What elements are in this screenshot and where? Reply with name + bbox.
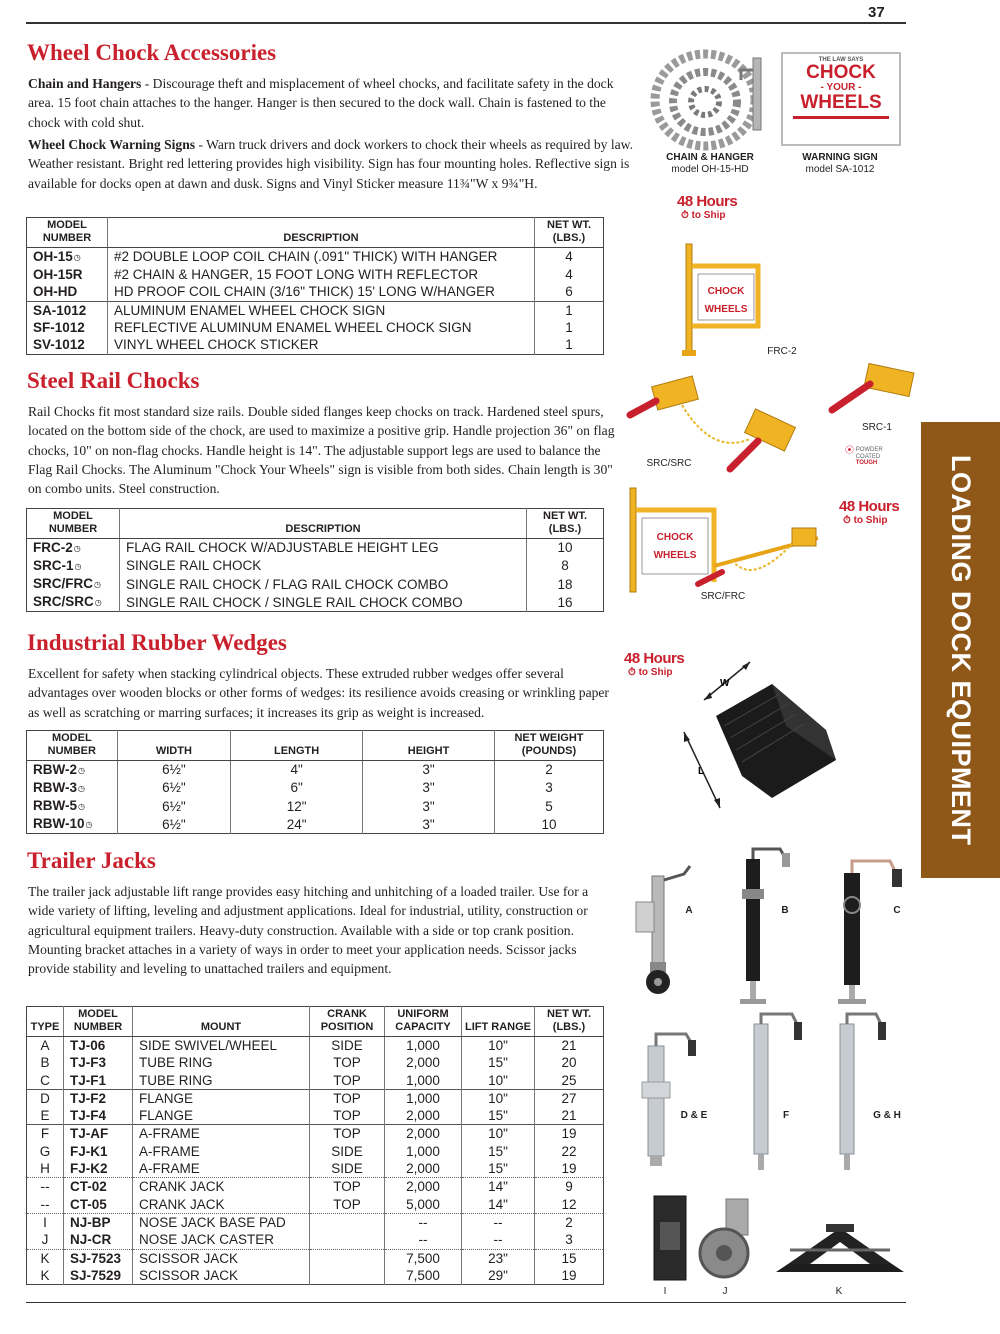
table-row: -- CT-05 CRANK JACK TOP 5,000 14" 12 <box>27 1196 604 1214</box>
col-description: DESCRIPTION <box>108 218 535 248</box>
rail-paragraph: Rail Chocks fit most standard size rails. Double sided flanges keep chocks on track. Hardened steel spurs, located on the bottom side of the chock, are used to maximize a positive grip. Handle projection 36" on flag chocks, 10" on non-flag chocks. Handle height is 14". The adjustable support legs are used to balance the Flag Rail Chocks. The Aluminum "Chock Your Wheels" sign is visible from both sides. Chain length is 30" on combo units. Steel construction. <box>28 404 615 497</box>
col-width: WIDTH <box>117 731 231 761</box>
svg-text:CHOCK: CHOCK <box>707 286 745 297</box>
caption-chain-hanger: CHAIN & HANGER model OH-15-HD <box>666 152 754 175</box>
scissor-jack-image <box>770 1220 910 1280</box>
warning-sign-image: THE LAW SAYS CHOCK - YOUR - WHEELS <box>781 52 901 146</box>
table-row: I NJ-BP NOSE JACK BASE PAD -- -- 2 <box>27 1213 604 1231</box>
col-model: MODEL NUMBER <box>27 509 120 539</box>
caption-src-src: SRC/SRC <box>646 458 692 469</box>
col-weight: NET WT. (LBS.) <box>535 218 604 248</box>
rubber-wedge-image <box>676 656 856 816</box>
label-i: I <box>663 1286 667 1297</box>
col-capacity: UNIFORM CAPACITY <box>385 1007 462 1037</box>
col-model: MODEL NUMBER <box>64 1007 133 1037</box>
table-row: RBW-10◷ 6½" 24" 3" 10 <box>27 815 604 834</box>
caption-warning-sign: WARNING SIGN model SA-1012 <box>802 152 878 175</box>
warning-signs-lead: Wheel Chock Warning Signs <box>28 137 196 152</box>
col-mount: MOUNT <box>133 1007 310 1037</box>
src-1-image <box>822 362 918 422</box>
label-gh: G & H <box>873 1110 901 1121</box>
col-model: MODEL NUMBER <box>27 218 108 248</box>
jack-a-image <box>628 862 708 997</box>
jacks-table <box>26 1006 604 1285</box>
col-description: DESCRIPTION <box>120 509 527 539</box>
jack-b-image <box>726 845 806 1010</box>
page-number: 37 <box>868 4 885 21</box>
side-tab-label: LOADING DOCK EQUIPMENT <box>946 454 976 846</box>
jack-de-image <box>630 1022 710 1172</box>
label-de: D & E <box>680 1110 708 1121</box>
ship-badge: 48 Hours ⏱ to Ship <box>677 193 738 221</box>
table-row: OH-15◷ #2 DOUBLE LOOP COIL CHAIN (.091" THICK) WITH HANGER 4 <box>27 248 604 267</box>
chain-hangers-lead: Chain and Hangers <box>28 76 142 91</box>
svg-text:CHOCK: CHOCK <box>656 532 694 543</box>
caption-src-1: SRC-1 <box>861 422 892 433</box>
accessories-paragraph-chain <box>28 74 633 132</box>
label-j: J <box>722 1286 728 1297</box>
table-row: SF-1012 REFLECTIVE ALUMINUM ENAMEL WHEEL CHOCK SIGN 1 <box>27 319 604 336</box>
label-b: B <box>781 905 789 916</box>
clock-icon: ⏱ <box>843 515 851 526</box>
jack-f-image <box>734 1008 814 1178</box>
label-k: K <box>835 1286 843 1297</box>
section-title-jacks: Trailer Jacks <box>27 848 156 873</box>
table-row: E TJ-F4 FLANGE TOP 2,000 15" 21 <box>27 1107 604 1125</box>
flag-rail-chock-image <box>672 240 780 360</box>
table-row: RBW-2◷ 6½" 4" 3" 2 <box>27 761 604 780</box>
jack-c-image <box>826 855 911 1010</box>
accessories-table <box>26 217 604 355</box>
powder-coated-badge: ⦿ POWDER COATED TOUGH <box>845 445 883 466</box>
dim-l-label: L <box>698 766 705 777</box>
table-row: OH-HD HD PROOF COIL CHAIN (3/16" THICK) 15' LONG W/HANGER 6 <box>27 283 604 301</box>
chain-hangers-text: - Discourage theft and misplacement of wheel chocks, and facilitate safety in the dock area. 15 foot chain attaches to the hanger. Hanger is then secured to the dock wall. Chain is fastened to the chock with cold shut. <box>28 76 614 130</box>
table-row: K SJ-7529 SCISSOR JACK 7,500 29" 19 <box>27 1267 604 1285</box>
label-a: A <box>685 905 693 916</box>
label-f: F <box>782 1110 790 1121</box>
col-crank: CRANK POSITION <box>310 1007 385 1037</box>
caption-src-frc: SRC/FRC <box>700 591 746 602</box>
table-row: C TJ-F1 TUBE RING TOP 1,000 10" 25 <box>27 1072 604 1090</box>
chain-hanger-image <box>645 40 775 152</box>
label-c: C <box>893 905 901 916</box>
rail-table <box>26 508 604 612</box>
svg-text:WHEELS: WHEELS <box>653 550 697 561</box>
bottom-rule <box>26 1302 906 1303</box>
table-row: SRC/SRC◷ SINGLE RAIL CHOCK / SINGLE RAIL CHOCK COMBO 16 <box>27 593 604 612</box>
table-row: RBW-3◷ 6½" 6" 3" 3 <box>27 779 604 797</box>
col-weight: NET WT. (LBS.) <box>527 509 604 539</box>
table-row: SRC-1◷ SINGLE RAIL CHOCK 8 <box>27 557 604 575</box>
wedges-table <box>26 730 604 834</box>
table-row: SA-1012 ALUMINUM ENAMEL WHEEL CHOCK SIGN 1 <box>27 301 604 319</box>
dim-w-label: W <box>720 678 730 689</box>
table-row: K SJ-7523 SCISSOR JACK 7,500 23" 15 <box>27 1249 604 1267</box>
col-height: HEIGHT <box>363 731 495 761</box>
table-row: G FJ-K1 A-FRAME SIDE 1,000 15" 22 <box>27 1143 604 1160</box>
wedges-paragraph: Excellent for safety when stacking cylindrical objects. These extruded rubber wedges offer several advantages over wooden blocks or other forms of wedges: its resilience avoids creasing or wrinkling paper as well as scratching or marring surfaces; it increases its grip as weight is increased. <box>28 666 609 720</box>
section-title-wedges: Industrial Rubber Wedges <box>27 630 287 655</box>
col-lift: LIFT RANGE <box>462 1007 535 1037</box>
col-net-weight: NET WEIGHT (POUNDS) <box>494 731 603 761</box>
accessories-paragraph-signs <box>28 135 633 193</box>
svg-text:WHEELS: WHEELS <box>704 304 748 315</box>
section-title-rail: Steel Rail Chocks <box>27 368 200 393</box>
jacks-paragraph: The trailer jack adjustable lift range provides easy hitching and unhitching of a loaded trailer. Use for a wide variety of lifting, leveling and adjustment applications. Ideal for industrial, utility, construction or agricultural equipment trailers. Heavy-duty construction. Available with a side or top crank position. Mounting bracket attaches in a variety of ways in order to meet your application needs. Scissor jacks provide stability and leveling to unattached trailers and equipment. <box>28 884 589 977</box>
table-row: SV-1012 VINYL WHEEL CHOCK STICKER 1 <box>27 336 604 354</box>
warning-signs-text: - Warn truck drivers and dock workers to chock their wheels as required by law. Weather resistant. Bright red lettering provides high visibility. Sign has four mounting holes. Reflective sign is available for docks open at dawn and dusk. Signs and Vinyl Sticker measure 11¾"W x 9¾"H. <box>28 137 633 191</box>
ship-badge: 48 Hours ⏱ to Ship <box>839 498 900 526</box>
col-weight: NET WT. (LBS.) <box>535 1007 604 1037</box>
table-row: FRC-2◷ FLAG RAIL CHOCK W/ADJUSTABLE HEIGHT LEG 10 <box>27 539 604 558</box>
top-rule <box>26 22 906 24</box>
table-row: A TJ-06 SIDE SWIVEL/WHEEL SIDE 1,000 10" 21 <box>27 1037 604 1055</box>
src-frc-image <box>622 486 822 596</box>
section-title-accessories: Wheel Chock Accessories <box>27 40 277 65</box>
table-row: SRC/FRC◷ SINGLE RAIL CHOCK / FLAG RAIL CHOCK COMBO 18 <box>27 575 604 593</box>
caster-image <box>698 1195 760 1287</box>
table-row: D TJ-F2 FLANGE TOP 1,000 10" 27 <box>27 1089 604 1107</box>
clock-icon: ⏱ <box>681 210 689 221</box>
table-row: J NJ-CR NOSE JACK CASTER -- -- 3 <box>27 1231 604 1249</box>
ship-badge: 48 Hours ⏱ to Ship <box>624 650 685 678</box>
coating-icon: ⦿ <box>845 445 855 455</box>
table-row: H FJ-K2 A-FRAME SIDE 2,000 15" 19 <box>27 1160 604 1178</box>
col-length: LENGTH <box>231 731 363 761</box>
col-model: MODEL NUMBER <box>27 731 118 761</box>
table-row: F TJ-AF A-FRAME TOP 2,000 10" 19 <box>27 1125 604 1143</box>
side-tab <box>921 422 1000 878</box>
table-row: B TJ-F3 TUBE RING TOP 2,000 15" 20 <box>27 1054 604 1071</box>
table-row: RBW-5◷ 6½" 12" 3" 5 <box>27 797 604 815</box>
base-pad-image <box>650 1192 690 1284</box>
caption-frc-2: FRC-2 <box>767 346 797 357</box>
jack-gh-image <box>824 1008 904 1178</box>
table-row: OH-15R #2 CHAIN & HANGER, 15 FOOT LONG WITH REFLECTOR 4 <box>27 266 604 283</box>
clock-icon: ⏱ <box>628 667 636 678</box>
col-type: TYPE <box>27 1007 64 1037</box>
table-row: -- CT-02 CRANK JACK TOP 2,000 14" 9 <box>27 1178 604 1196</box>
